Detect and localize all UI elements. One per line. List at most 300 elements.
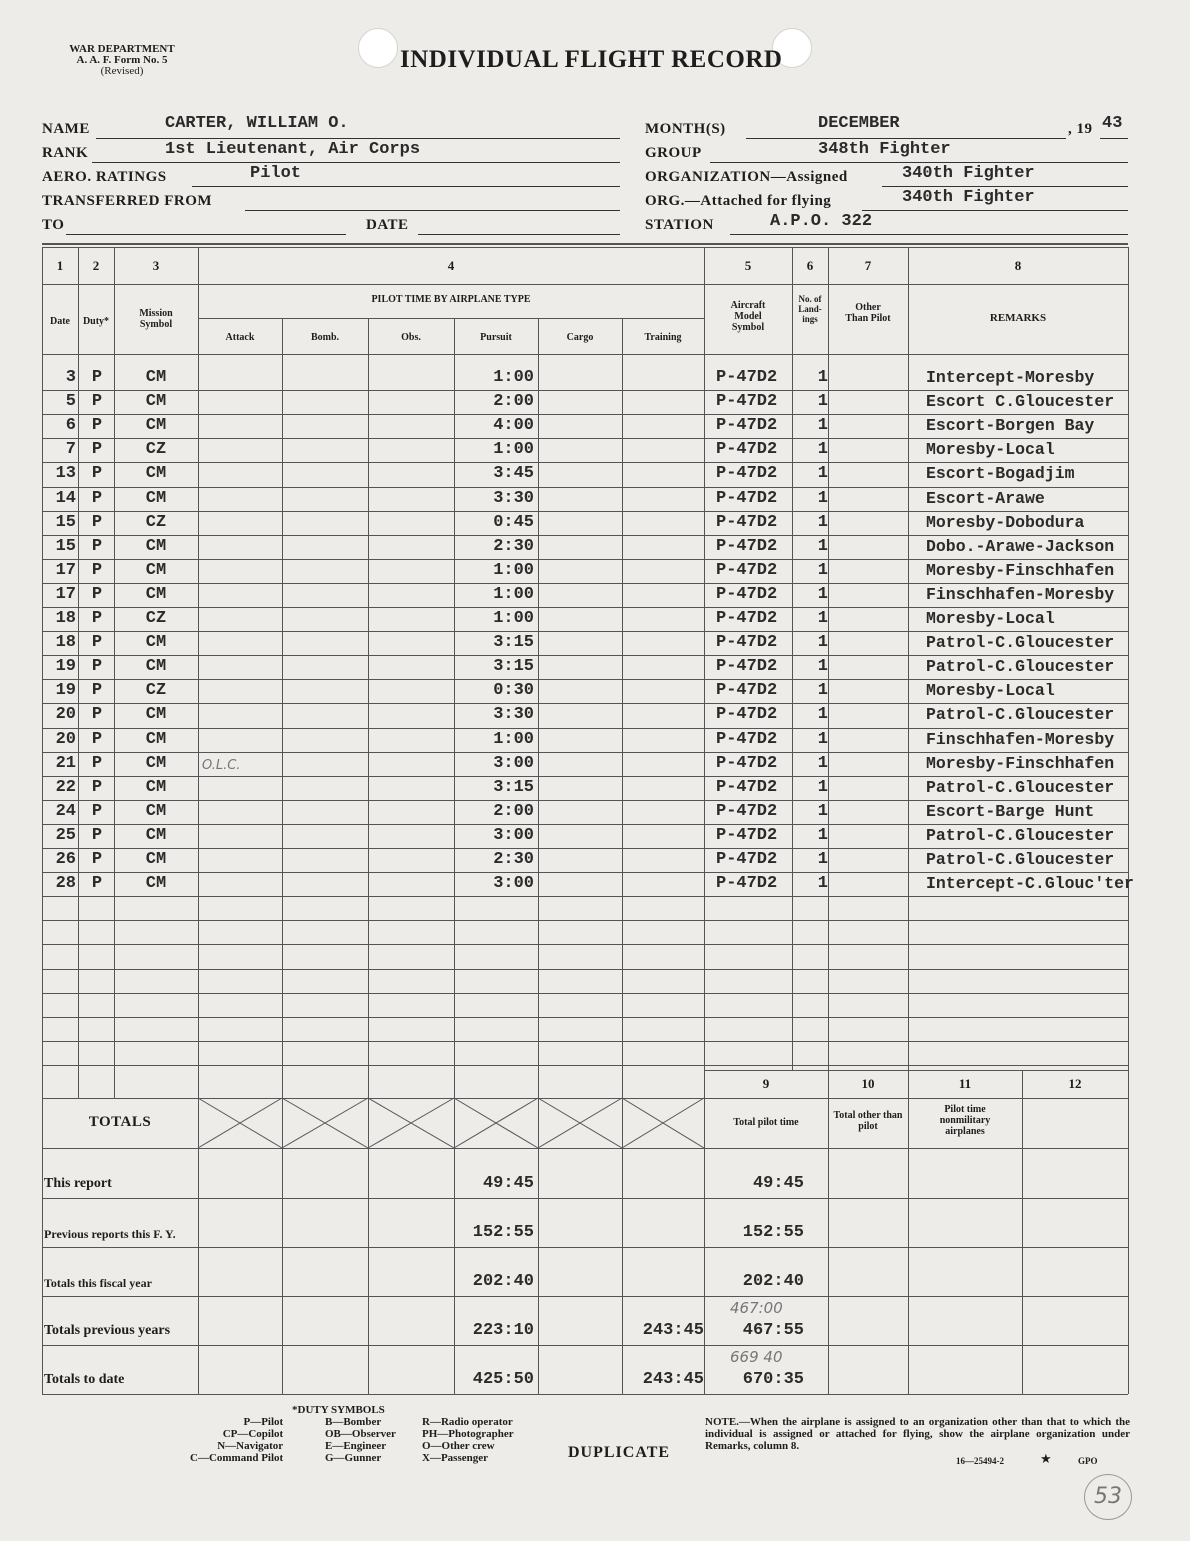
cell-aircraft: P-47D2 — [716, 754, 778, 773]
year-line — [1100, 138, 1128, 139]
hdr-pilot-time: PILOT TIME BY AIRPLANE TYPE — [371, 294, 531, 305]
month-label: MONTH(S) — [645, 121, 726, 137]
cell-attack-handwritten: O.L.C. — [202, 758, 241, 773]
col-num-6: 6 — [806, 258, 814, 273]
cell-duty: P — [91, 754, 103, 773]
cell-pursuit: 1:00 — [493, 730, 534, 749]
cell-pursuit: 1:00 — [493, 585, 534, 604]
duty-bomber: B—Bomber — [325, 1416, 382, 1428]
duty-radio: R—Radio operator — [422, 1416, 513, 1428]
duty-col-2 — [325, 1416, 396, 1464]
hdr-pursuit: Pursuit — [480, 332, 512, 343]
hdr-attack: Attack — [225, 332, 255, 343]
cell-pursuit: 3:30 — [493, 705, 534, 724]
cell-pursuit: 1:00 — [493, 440, 534, 459]
cell-remarks: Moresby-Dobodura — [926, 513, 1085, 532]
col-num-12: 12 — [1068, 1076, 1082, 1091]
cell-aircraft: P-47D2 — [716, 416, 778, 435]
table-top-rule-2 — [42, 247, 1128, 248]
org-attached-line — [862, 210, 1128, 211]
cell-aircraft: P-47D2 — [716, 802, 778, 821]
cell-duty: P — [91, 874, 103, 893]
vline-landings-other — [828, 247, 829, 1394]
col-number-rule — [42, 284, 1128, 285]
hdr-obs: Obs. — [401, 332, 421, 343]
col-num-9: 9 — [762, 1076, 770, 1091]
totals-header-top — [42, 1098, 1128, 1099]
totals-pilot-time: 670:35 — [742, 1370, 804, 1389]
transferred-line — [245, 210, 620, 211]
cell-remarks: Patrol-C.Gloucester — [926, 657, 1115, 676]
totals-row-label: This report — [44, 1176, 112, 1191]
cross-line — [368, 1098, 454, 1148]
totals-pilot-time: 467:55 — [742, 1321, 804, 1340]
col-num-5: 5 — [744, 258, 752, 273]
duty-copilot: CP—Copilot — [222, 1428, 284, 1440]
cell-duty: P — [91, 561, 103, 580]
totals-row-rule — [42, 1394, 1128, 1395]
cell-aircraft: P-47D2 — [716, 464, 778, 483]
cell-aircraft: P-47D2 — [716, 440, 778, 459]
cell-duty: P — [91, 489, 103, 508]
cell-duty: P — [91, 802, 103, 821]
cell-duty: P — [91, 513, 103, 532]
group-line — [710, 162, 1128, 163]
totals-pilot-time: 202:40 — [742, 1272, 804, 1291]
cell-duty: P — [91, 585, 103, 604]
cell-remarks: Dobo.-Arawe-Jackson — [926, 537, 1115, 556]
station-value: A.P.O. 322 — [770, 212, 873, 231]
cell-aircraft: P-47D2 — [716, 513, 778, 532]
row-rule — [42, 896, 1128, 897]
cell-date: 24 — [55, 802, 76, 821]
cell-mission: CM — [145, 874, 167, 893]
date-label: DATE — [366, 217, 409, 233]
totals-header-bottom — [42, 1148, 1128, 1149]
vline-mission-pilot — [198, 247, 199, 1394]
col-num-7: 7 — [864, 258, 872, 273]
vline-aircraft-landings — [792, 247, 793, 1070]
totals-handwritten-note: 669 40 — [730, 1348, 783, 1366]
cross-line — [622, 1098, 704, 1148]
cell-pursuit: 3:15 — [493, 778, 534, 797]
totals-training: 243:45 — [642, 1370, 704, 1389]
name-line — [96, 138, 620, 139]
punch-hole-left — [358, 28, 398, 68]
cell-duty: P — [91, 537, 103, 556]
cell-mission: CM — [145, 657, 167, 676]
transferred-label: TRANSFERRED FROM — [42, 193, 213, 209]
cell-mission: CM — [145, 826, 167, 845]
cell-date: 28 — [55, 874, 76, 893]
cell-mission: CM — [145, 585, 167, 604]
totals-pursuit: 202:40 — [472, 1272, 534, 1291]
date-line — [418, 234, 620, 235]
cell-duty: P — [91, 778, 103, 797]
totals-pursuit: 223:10 — [472, 1321, 534, 1340]
table-top-rule — [42, 243, 1128, 245]
cross-line — [368, 1098, 454, 1148]
cell-pursuit: 3:00 — [493, 826, 534, 845]
cell-duty: P — [91, 392, 103, 411]
totals-row-label: Totals to date — [44, 1372, 125, 1387]
cell-remarks: Patrol-C.Gloucester — [926, 850, 1115, 869]
totals-row-rule — [42, 1247, 1128, 1248]
row-rule — [42, 944, 1128, 945]
form-number: A. A. F. Form No. 5 — [76, 54, 168, 66]
aero-label: AERO. RATINGS — [42, 169, 167, 185]
cell-date: 6 — [65, 416, 76, 435]
cross-line — [538, 1098, 622, 1148]
cell-remarks: Moresby-Finschhafen — [926, 561, 1115, 580]
cell-duty: P — [91, 730, 103, 749]
org-attached-label: ORG.—Attached for flying — [645, 193, 832, 209]
cell-landings: 1 — [817, 416, 828, 435]
totals-row-label: Previous reports this F. Y. — [44, 1227, 176, 1241]
cell-remarks: Escort C.Gloucester — [926, 392, 1115, 411]
form-revised: (Revised) — [100, 65, 144, 77]
duty-col-1 — [190, 1416, 283, 1464]
cell-pursuit: 3:45 — [493, 464, 534, 483]
cell-landings: 1 — [817, 802, 828, 821]
cell-pursuit: 2:00 — [493, 802, 534, 821]
cell-landings: 1 — [817, 537, 828, 556]
cell-pursuit: 3:30 — [493, 489, 534, 508]
cell-landings: 1 — [817, 754, 828, 773]
cell-aircraft: P-47D2 — [716, 681, 778, 700]
cell-date: 20 — [55, 705, 76, 724]
cell-aircraft: P-47D2 — [716, 392, 778, 411]
cell-remarks: Finschhafen-Moresby — [926, 585, 1115, 604]
cell-pursuit: 1:00 — [493, 561, 534, 580]
cell-remarks: Patrol-C.Gloucester — [926, 633, 1115, 652]
cell-remarks: Patrol-C.Gloucester — [926, 826, 1115, 845]
cell-duty: P — [91, 633, 103, 652]
duty-observer: OB—Observer — [325, 1428, 396, 1440]
row-rule — [42, 993, 1128, 994]
cell-date: 15 — [55, 513, 76, 532]
cell-mission: CM — [145, 705, 167, 724]
cell-date: 25 — [55, 826, 76, 845]
cell-landings: 1 — [817, 681, 828, 700]
hdr-bomb: Bomb. — [310, 332, 340, 343]
vline-pilot-type — [538, 318, 539, 1394]
totals-pilot-time: 152:55 — [742, 1223, 804, 1242]
form-dept: WAR DEPARTMENT — [69, 43, 175, 55]
cell-aircraft: P-47D2 — [716, 850, 778, 869]
cell-date: 17 — [55, 561, 76, 580]
cell-mission: CM — [145, 730, 167, 749]
cell-aircraft: P-47D2 — [716, 874, 778, 893]
cell-landings: 1 — [817, 392, 828, 411]
month-line — [746, 138, 1066, 139]
cross-line — [538, 1098, 622, 1148]
vline-totals-left — [42, 1098, 43, 1394]
org-assigned-value: 340th Fighter — [902, 164, 1035, 183]
cell-landings: 1 — [817, 464, 828, 483]
cross-line — [282, 1098, 368, 1148]
cell-mission: CM — [145, 392, 167, 411]
duplicate-label: DUPLICATE — [568, 1444, 671, 1461]
cell-landings: 1 — [817, 826, 828, 845]
cell-remarks: Patrol-C.Gloucester — [926, 778, 1115, 797]
duty-col-3 — [422, 1416, 514, 1464]
cell-pursuit: 3:15 — [493, 633, 534, 652]
cell-aircraft: P-47D2 — [716, 705, 778, 724]
cell-mission: CM — [145, 416, 167, 435]
cell-mission: CZ — [145, 440, 167, 459]
name-label: NAME — [42, 121, 90, 137]
cell-aircraft: P-47D2 — [716, 537, 778, 556]
cell-date: 21 — [55, 754, 76, 773]
cell-date: 17 — [55, 585, 76, 604]
year-prefix: , 19 — [1068, 121, 1093, 137]
duty-photographer: PH—Photographer — [422, 1428, 514, 1440]
totals-row-rule — [42, 1345, 1128, 1346]
cross-line — [622, 1098, 704, 1148]
cell-remarks: Moresby-Local — [926, 681, 1055, 700]
cell-date: 3 — [65, 368, 76, 387]
year-value: 43 — [1102, 114, 1123, 133]
cell-aircraft: P-47D2 — [716, 585, 778, 604]
cell-duty: P — [91, 609, 103, 628]
hdr-training: Training — [644, 332, 682, 343]
cell-date: 20 — [55, 730, 76, 749]
cell-mission: CZ — [145, 609, 167, 628]
pilot-type-rule — [198, 318, 704, 319]
cell-landings: 1 — [817, 633, 828, 652]
cell-mission: CM — [145, 537, 167, 556]
cell-date: 7 — [65, 440, 76, 459]
cell-duty: P — [91, 464, 103, 483]
cell-pursuit: 2:30 — [493, 850, 534, 869]
group-label: GROUP — [645, 145, 702, 161]
cell-pursuit: 1:00 — [493, 609, 534, 628]
cell-mission: CM — [145, 464, 167, 483]
cell-remarks: Escort-Barge Hunt — [926, 802, 1095, 821]
cell-aircraft: P-47D2 — [716, 730, 778, 749]
vline-totals-11-12 — [1022, 1070, 1023, 1394]
form-identifier — [42, 44, 202, 77]
col-num-4: 4 — [447, 258, 455, 273]
duty-gunner: G—Gunner — [325, 1452, 382, 1464]
duty-other-crew: O—Other crew — [422, 1440, 495, 1452]
vline-other-remarks — [908, 247, 909, 1394]
to-label: TO — [42, 217, 65, 233]
cell-remarks: Escort-Arawe — [926, 489, 1045, 508]
row-rule — [42, 969, 1128, 970]
totals-pilot-time: 49:45 — [752, 1174, 804, 1193]
row-rule — [42, 1017, 1128, 1018]
hdr-remarks: REMARKS — [989, 312, 1047, 324]
cell-landings: 1 — [817, 368, 828, 387]
duty-command-pilot: C—Command Pilot — [190, 1452, 284, 1464]
row-rule — [42, 920, 1128, 921]
duty-engineer: E—Engineer — [325, 1440, 387, 1452]
page-title: INDIVIDUAL FLIGHT RECORD — [400, 46, 783, 73]
cell-duty: P — [91, 705, 103, 724]
col-num-3: 3 — [152, 258, 160, 273]
cross-line — [198, 1098, 282, 1148]
cell-landings: 1 — [817, 850, 828, 869]
cell-duty: P — [91, 826, 103, 845]
cell-landings: 1 — [817, 778, 828, 797]
cell-date: 19 — [55, 681, 76, 700]
vline-pilot-type — [282, 318, 283, 1394]
cell-mission: CM — [145, 850, 167, 869]
totals-top-rule — [704, 1070, 1128, 1071]
cell-mission: CM — [145, 754, 167, 773]
cell-landings: 1 — [817, 874, 828, 893]
hdr-duty: Duty* — [82, 316, 110, 327]
rank-line — [92, 162, 620, 163]
cell-landings: 1 — [817, 440, 828, 459]
cell-pursuit: 1:00 — [493, 368, 534, 387]
duty-symbols-title: *DUTY SYMBOLS — [292, 1404, 385, 1416]
cell-remarks: Moresby-Local — [926, 440, 1055, 459]
cell-mission: CM — [145, 802, 167, 821]
cell-duty: P — [91, 416, 103, 435]
col-num-11: 11 — [958, 1076, 972, 1091]
cell-mission: CM — [145, 778, 167, 797]
totals-handwritten-note: 467:00 — [730, 1299, 783, 1317]
cell-landings: 1 — [817, 585, 828, 604]
hdr-cargo: Cargo — [566, 332, 594, 343]
totals-title: TOTALS — [88, 1114, 152, 1130]
cell-landings: 1 — [817, 609, 828, 628]
cell-duty: P — [91, 657, 103, 676]
cell-mission: CM — [145, 633, 167, 652]
hdr-aircraft: Aircraft Model Symbol — [730, 300, 766, 333]
duty-navigator: N—Navigator — [217, 1440, 284, 1452]
cell-aircraft: P-47D2 — [716, 657, 778, 676]
totals-row-label: Totals previous years — [44, 1323, 171, 1338]
cell-aircraft: P-47D2 — [716, 609, 778, 628]
duty-pilot: P—Pilot — [243, 1416, 284, 1428]
month-value: DECEMBER — [818, 114, 900, 133]
cell-remarks: Escort-Bogadjim — [926, 464, 1075, 483]
cell-date: 26 — [55, 850, 76, 869]
footer-note: NOTE.—When the airplane is assigned to an organization other than that to which the individual is assigned or attached for flying, show the airplane organization under Remarks, column 8. — [705, 1416, 1130, 1452]
vline-pilot-type — [368, 318, 369, 1394]
col-num-1: 1 — [56, 258, 64, 273]
vline-right — [1128, 247, 1129, 1394]
totals-row-rule — [42, 1198, 1128, 1199]
org-assigned-line — [882, 186, 1128, 187]
cell-landings: 1 — [817, 705, 828, 724]
cell-date: 5 — [65, 392, 76, 411]
cell-pursuit: 0:30 — [493, 681, 534, 700]
org-assigned-label: ORGANIZATION—Assigned — [645, 169, 848, 185]
cell-remarks: Patrol-C.Gloucester — [926, 705, 1115, 724]
to-line — [66, 234, 346, 235]
totals-pursuit: 152:55 — [472, 1223, 534, 1242]
station-label: STATION — [645, 217, 714, 233]
cell-remarks: Escort-Borgen Bay — [926, 416, 1095, 435]
group-value: 348th Fighter — [818, 140, 951, 159]
cell-duty: P — [91, 440, 103, 459]
print-code: 16—25494-2 — [956, 1456, 1004, 1466]
station-line — [730, 234, 1128, 235]
totals-pursuit: 425:50 — [472, 1370, 534, 1389]
hdr-landings: No. of Land-ings — [798, 294, 822, 324]
cell-remarks: Moresby-Local — [926, 609, 1055, 628]
cell-landings: 1 — [817, 513, 828, 532]
hdr-total-pilot-time: Total pilot time — [733, 1117, 799, 1128]
cell-date: 19 — [55, 657, 76, 676]
cell-duty: P — [91, 368, 103, 387]
totals-training: 243:45 — [642, 1321, 704, 1340]
cell-pursuit: 2:30 — [493, 537, 534, 556]
name-value: CARTER, WILLIAM O. — [165, 114, 349, 133]
cell-duty: P — [91, 681, 103, 700]
cell-date: 13 — [55, 464, 76, 483]
org-attached-value: 340th Fighter — [902, 188, 1035, 207]
cell-pursuit: 4:00 — [493, 416, 534, 435]
cell-pursuit: 0:45 — [493, 513, 534, 532]
cell-aircraft: P-47D2 — [716, 489, 778, 508]
vline-date-duty — [78, 247, 79, 1098]
cross-line — [198, 1098, 282, 1148]
rank-value: 1st Lieutenant, Air Corps — [165, 140, 421, 159]
gpo-mark: GPO — [1078, 1456, 1098, 1466]
cell-mission: CZ — [145, 681, 167, 700]
cell-date: 18 — [55, 633, 76, 652]
star-icon: ★ — [1040, 1451, 1052, 1466]
cell-landings: 1 — [817, 657, 828, 676]
cell-remarks: Intercept-C.Glouc'ter — [926, 874, 1134, 893]
hdr-pilot-nonmil: Pilot time nonmilitary airplanes — [939, 1104, 991, 1137]
cell-pursuit: 3:15 — [493, 657, 534, 676]
cell-pursuit: 2:00 — [493, 392, 534, 411]
cell-aircraft: P-47D2 — [716, 633, 778, 652]
cell-aircraft: P-47D2 — [716, 826, 778, 845]
cell-remarks: Intercept-Moresby — [926, 368, 1095, 387]
cell-date: 14 — [55, 489, 76, 508]
hdr-mission: Mission Symbol — [139, 308, 173, 330]
cell-aircraft: P-47D2 — [716, 778, 778, 797]
page-number-text: 53 — [1094, 1484, 1122, 1509]
row-rule — [42, 1065, 1128, 1066]
cell-landings: 1 — [817, 730, 828, 749]
row-rule — [42, 1041, 1128, 1042]
hdr-date: Date — [50, 316, 70, 327]
totals-row-label: Totals this fiscal year — [44, 1276, 152, 1290]
cell-mission: CZ — [145, 513, 167, 532]
aero-value: Pilot — [250, 164, 302, 183]
cell-aircraft: P-47D2 — [716, 561, 778, 580]
cell-duty: P — [91, 850, 103, 869]
col-num-8: 8 — [1014, 258, 1022, 273]
cell-mission: CM — [145, 368, 167, 387]
cell-date: 15 — [55, 537, 76, 556]
col-num-2: 2 — [92, 258, 100, 273]
header-bottom-rule — [42, 354, 1128, 355]
rank-label: RANK — [42, 145, 89, 161]
cell-date: 18 — [55, 609, 76, 628]
aero-line — [192, 186, 620, 187]
cell-aircraft: P-47D2 — [716, 368, 778, 387]
cross-line — [454, 1098, 538, 1148]
totals-pursuit: 49:45 — [482, 1174, 534, 1193]
cell-mission: CM — [145, 561, 167, 580]
totals-row-rule — [42, 1296, 1128, 1297]
cell-mission: CM — [145, 489, 167, 508]
hdr-total-other: Total other than pilot — [833, 1110, 903, 1132]
cross-line — [454, 1098, 538, 1148]
cross-line — [282, 1098, 368, 1148]
col-num-10: 10 — [861, 1076, 875, 1091]
